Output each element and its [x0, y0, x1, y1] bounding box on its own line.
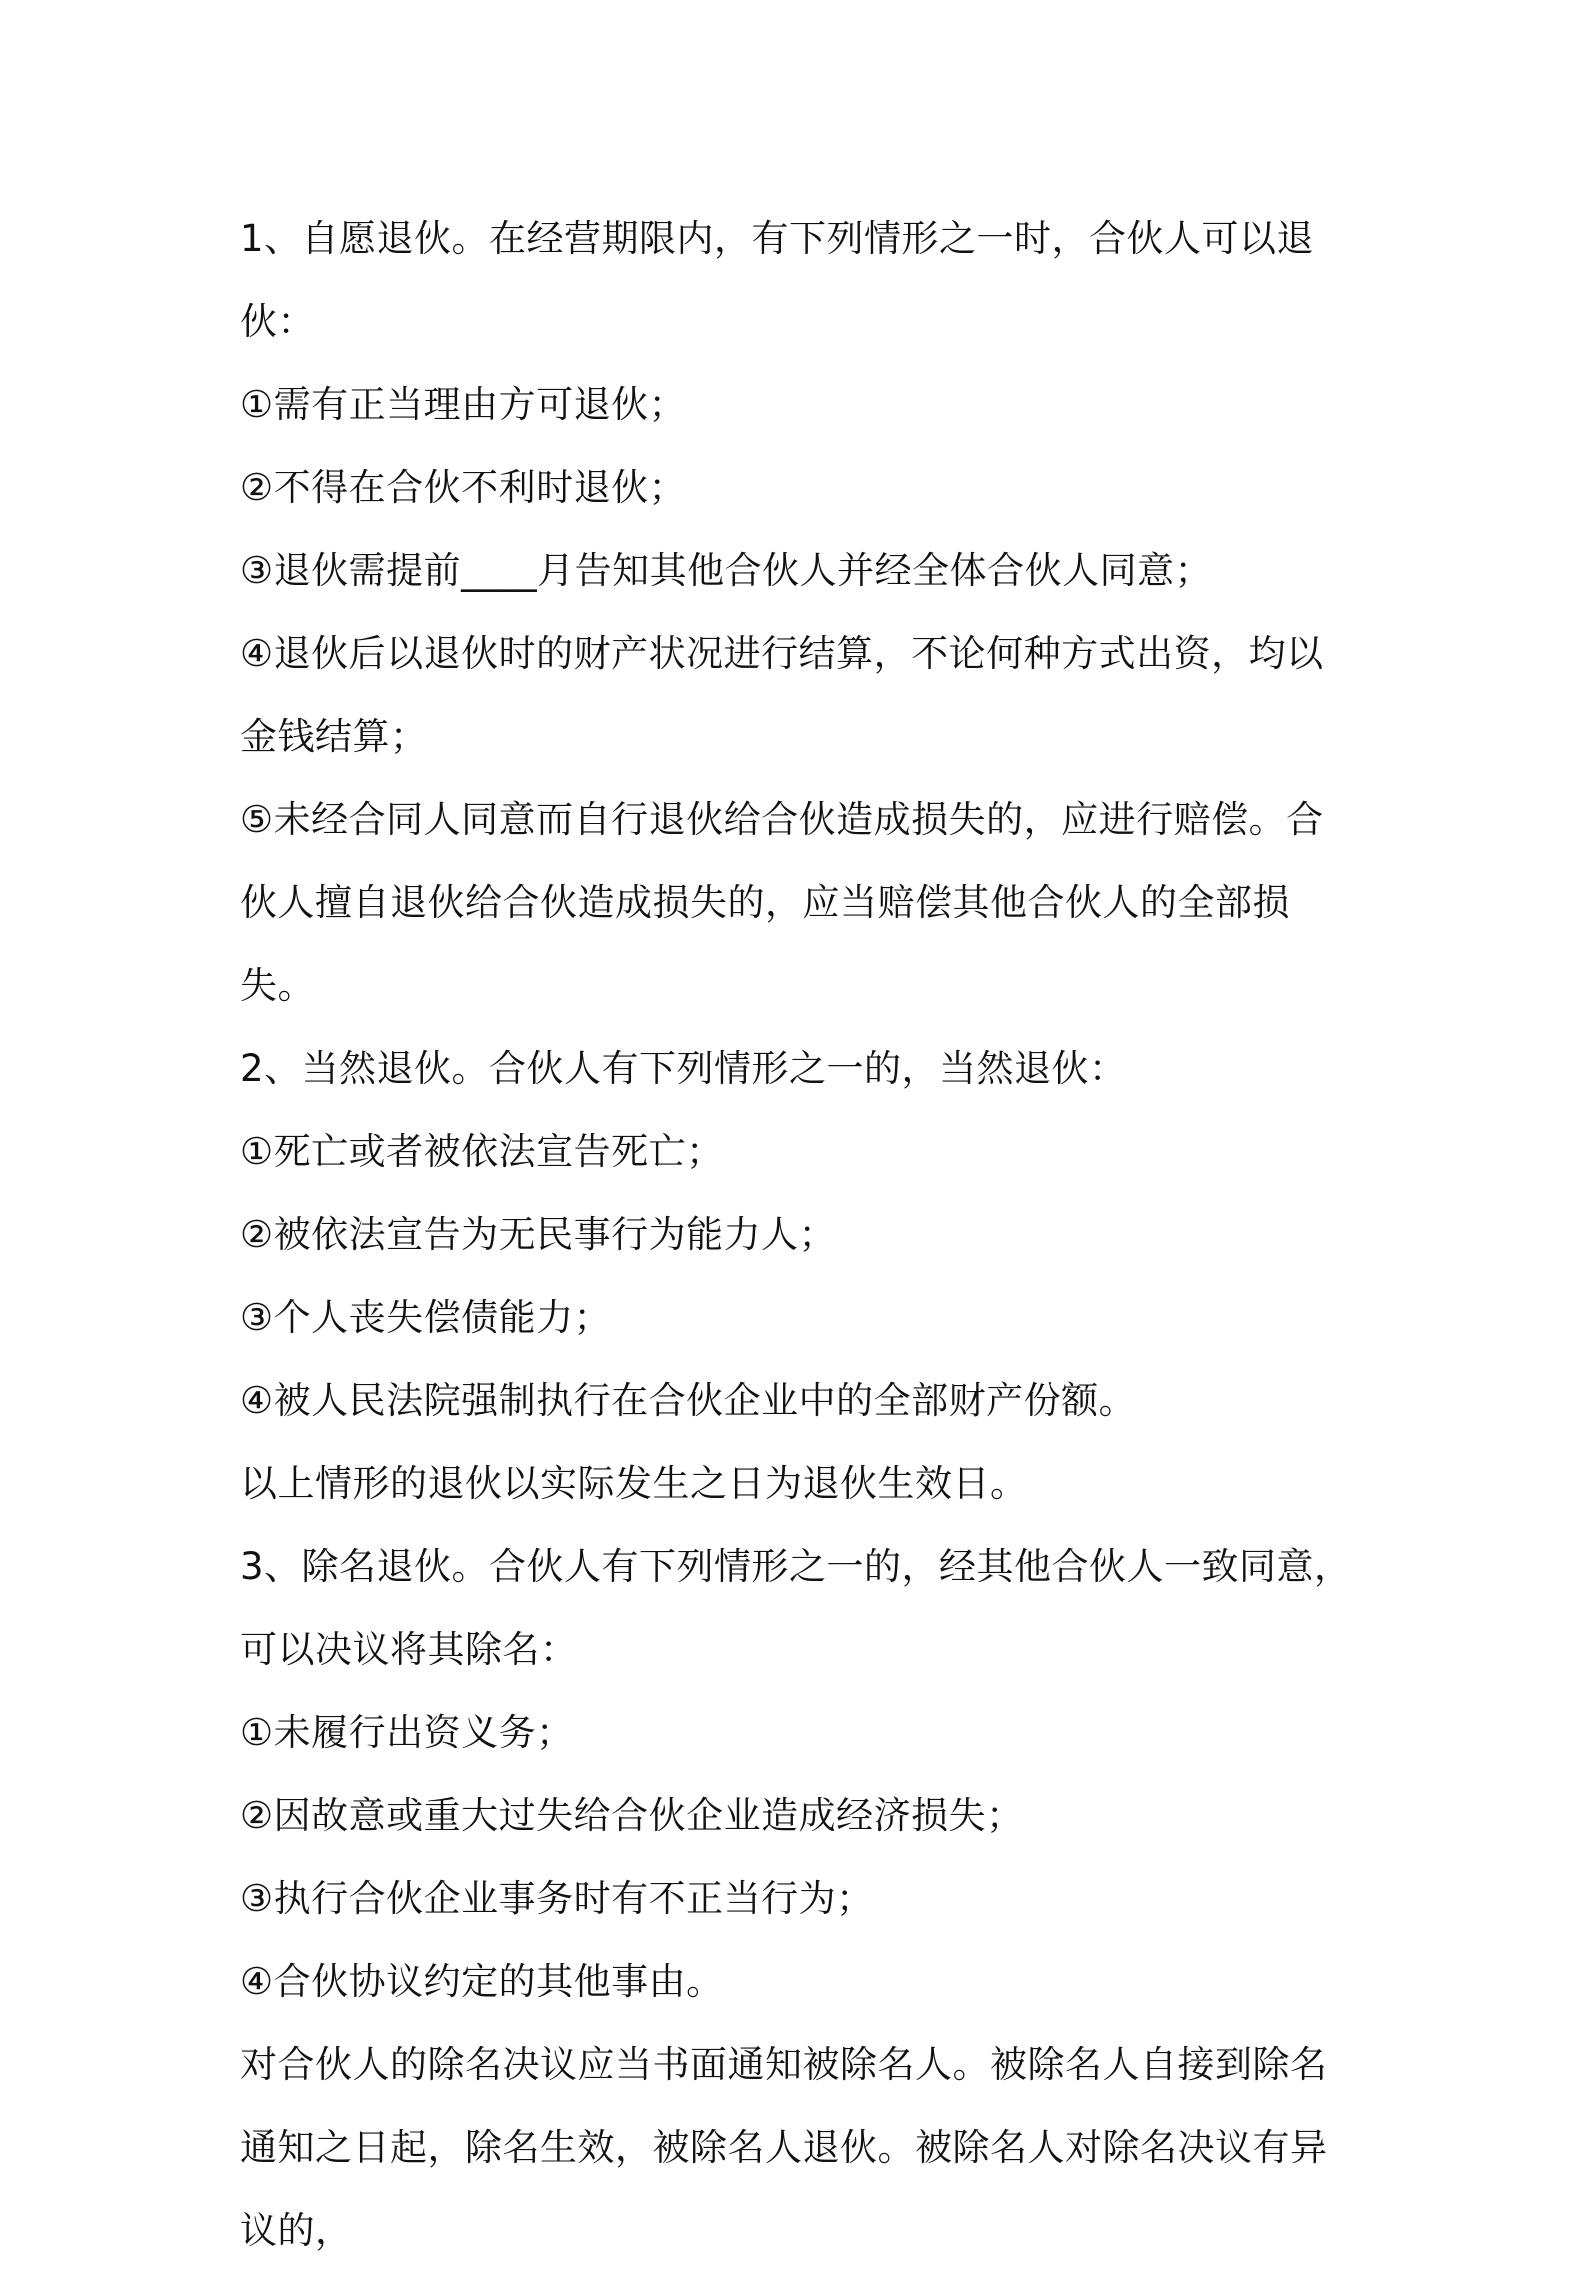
list-item: ③执行合伙企业事务时有不正当行为；: [240, 1877, 874, 1920]
body-paragraph: 以上情形的退伙以实际发生之日为退伙生效日。: [240, 1462, 1028, 1505]
section-2-heading: 2、当然退伙。合伙人有下列情形之一的，当然退伙：: [240, 1047, 1127, 1090]
list-item: ①需有正当理由方可退伙；: [240, 383, 687, 426]
list-item: ②被依法宣告为无民事行为能力人；: [240, 1213, 837, 1256]
section-1-heading: 1、自愿退伙。在经营期限内，有下列情形之一时，合伙人可以退伙：: [240, 217, 1315, 343]
list-item: ④退伙后以退伙时的财产状况进行结算，不论何种方式出资，均以金钱结算；: [240, 632, 1324, 758]
body-paragraph: 对合伙人的除名决议应当书面通知被除名人。被除名人自接到除名通知之日起，除名生效，被除名人退伙。被除名人对除名决议有异议的，: [240, 2043, 1328, 2252]
list-item: ③退伙需提前____月告知其他合伙人并经全体合伙人同意；: [240, 549, 1213, 592]
section-3-heading: 3、除名退伙。合伙人有下列情形之一的，经其他合伙人一致同意，可以决议将其除名：: [240, 1545, 1352, 1671]
list-item: ③个人丧失偿债能力；: [240, 1296, 612, 1339]
list-item: ①死亡或者被依法宣告死亡；: [240, 1130, 724, 1173]
list-item: ②因故意或重大过失给合伙企业造成经济损失；: [240, 1794, 1024, 1837]
list-item: ①未履行出资义务；: [240, 1711, 574, 1754]
list-item: ④被人民法院强制执行在合伙企业中的全部财产份额。: [240, 1379, 1137, 1422]
list-item: ④合伙协议约定的其他事由。: [240, 1960, 724, 2003]
list-item: ⑤未经合同人同意而自行退伙给合伙造成损失的，应进行赔偿。合伙人擅自退伙给合伙造成损失的，应当赔偿其他合伙人的全部损失。: [240, 798, 1324, 1007]
document-body: [240, 197, 1360, 2272]
list-item: ②不得在合伙不利时退伙；: [240, 466, 687, 509]
